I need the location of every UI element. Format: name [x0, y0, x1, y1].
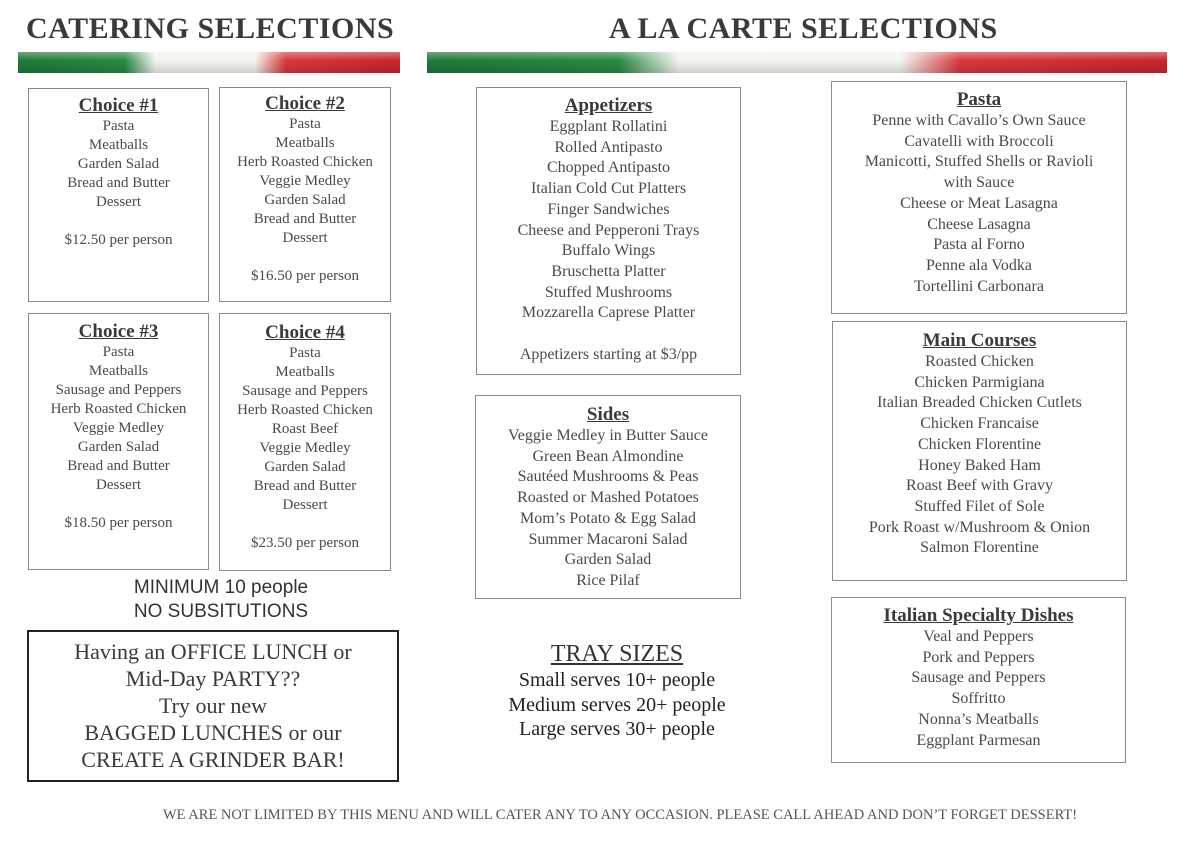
menu-item: Pork and Peppers — [922, 648, 1035, 666]
menu-item: Soffritto — [951, 690, 1006, 708]
menu-item: Herb Roasted Chicken — [237, 402, 373, 418]
promo-line: Try our new — [159, 693, 267, 718]
menu-item: Eggplant Rollatini — [549, 118, 668, 135]
menu-item: Pasta — [289, 116, 321, 132]
italian-flag-banner-left — [18, 52, 400, 73]
menu-item: Stuffed Filet of Sole — [914, 497, 1045, 515]
menu-item: with Sauce — [943, 174, 1015, 192]
menu-item: Roast Beef with Gravy — [905, 477, 1054, 495]
choice-4-items — [220, 344, 390, 515]
tray-size-line: Large serves 30+ people — [519, 718, 715, 740]
menu-item: Bread and Butter — [253, 211, 357, 227]
menu-item: Sautéed Mushrooms & Peas — [517, 468, 699, 486]
choice-2-box — [219, 87, 391, 302]
minimum-note-line: NO SUBSITUTIONS — [133, 601, 309, 622]
choice-1-box — [28, 88, 209, 302]
choice-2-title: Choice #2 — [265, 93, 345, 114]
menu-item: Sausage and Peppers — [55, 382, 182, 398]
menu-item: Italian Cold Cut Platters — [530, 180, 687, 198]
appetizers-box — [476, 87, 741, 375]
menu-item: Dessert — [282, 497, 328, 513]
tray-size-line: Medium serves 20+ people — [508, 693, 726, 716]
flag-shine — [427, 52, 1167, 73]
menu-item: Mom’s Potato & Egg Salad — [520, 509, 696, 527]
choice-2-price: $16.50 per person — [251, 268, 359, 284]
menu-item: Garden Salad — [264, 192, 346, 208]
main-courses-items — [833, 352, 1126, 559]
menu-item: Salmon Florentine — [920, 539, 1039, 557]
choice-1-title: Choice #1 — [78, 95, 159, 116]
menu-item: Cheese and Pepperoni Trays — [517, 221, 700, 239]
menu-item: Penne ala Vodka — [925, 256, 1033, 274]
specialty-dishes-title: Italian Specialty Dishes — [883, 605, 1074, 626]
menu-item: Eggplant Parmesan — [916, 731, 1041, 749]
menu-item: Rice Pilaf — [576, 571, 640, 589]
menu-item: Roast Beef — [271, 421, 339, 437]
menu-item: Green Bean Almondine — [532, 447, 684, 465]
menu-item: Sausage and Peppers — [242, 383, 368, 399]
menu-item: Veggie Medley in Butter Sauce — [508, 427, 708, 444]
menu-item: Veal and Peppers — [923, 628, 1034, 645]
menu-item: Summer Macaroni Salad — [528, 530, 688, 548]
italian-flag-banner-right — [427, 52, 1167, 73]
tray-sizes — [476, 640, 758, 742]
menu-item: Herb Roasted Chicken — [237, 154, 373, 170]
menu-item: Bruschetta Platter — [551, 262, 666, 280]
promo-line: BAGGED LUNCHES or our — [84, 720, 342, 745]
menu-item: Sausage and Peppers — [911, 669, 1046, 687]
menu-item: Finger Sandwiches — [547, 200, 670, 218]
menu-item: Dessert — [96, 194, 141, 210]
minimum-note-line: MINIMUM 10 people — [133, 577, 309, 598]
choice-4-price: $23.50 per person — [251, 535, 359, 551]
menu-item: Veggie Medley — [259, 173, 351, 189]
a-la-carte-heading: A LA CARTE SELECTIONS — [609, 12, 998, 45]
menu-item: Cheese or Meat Lasagna — [900, 194, 1058, 212]
specialty-dishes-box — [831, 597, 1126, 763]
menu-item: Pasta — [289, 345, 321, 361]
menu-item: Meatballs — [88, 363, 149, 379]
menu-item: Garden Salad — [77, 156, 160, 172]
choice-3-price: $18.50 per person — [64, 515, 173, 531]
menu-item: Roasted Chicken — [925, 353, 1034, 370]
choice-4-box — [219, 313, 391, 571]
bagged-lunch-promo-box — [27, 630, 399, 782]
menu-item: Buffalo Wings — [561, 242, 656, 260]
menu-item: Chicken Francaise — [920, 415, 1039, 433]
specialty-dishes-items — [832, 627, 1125, 751]
choice-2-items — [220, 115, 390, 248]
menu-item: Bread and Butter — [67, 175, 170, 191]
menu-item: Meatballs — [88, 137, 149, 153]
menu-item: Bread and Butter — [253, 478, 357, 494]
menu-item: Veggie Medley — [72, 420, 165, 436]
choice-4-title: Choice #4 — [265, 322, 345, 343]
menu-item: Nonna’s Meatballs — [918, 710, 1039, 728]
sides-title: Sides — [586, 404, 630, 425]
menu-item: Garden Salad — [564, 551, 652, 569]
menu-item: Pasta al Forno — [933, 236, 1025, 254]
menu-item: Meatballs — [275, 364, 335, 380]
menu-item: Manicotti, Stuffed Shells or Ravioli — [864, 153, 1094, 171]
menu-item: Cavatelli with Broccoli — [904, 132, 1054, 150]
promo-line: Mid-Day PARTY?? — [125, 666, 301, 691]
main-courses-title: Main Courses — [922, 330, 1037, 351]
choice-3-title: Choice #3 — [78, 321, 159, 342]
menu-item: Chicken Florentine — [917, 435, 1042, 453]
menu-item: Penne with Cavallo’s Own Sauce — [872, 112, 1086, 129]
choice-3-box — [28, 313, 209, 570]
pasta-items — [832, 111, 1126, 297]
appetizers-price-note: Appetizers starting at $3/pp — [519, 346, 698, 364]
menu-item: Meatballs — [275, 135, 335, 151]
choice-1-items — [29, 117, 208, 212]
pasta-title: Pasta — [956, 89, 1002, 110]
appetizers-title: Appetizers — [564, 95, 653, 116]
tray-size-line: Small serves 10+ people — [518, 669, 716, 691]
menu-item: Garden Salad — [77, 439, 160, 455]
menu-item: Dessert — [282, 230, 328, 246]
menu-item: Stuffed Mushrooms — [544, 283, 673, 301]
menu-item: Pasta — [102, 344, 135, 360]
catering-heading: CATERING SELECTIONS — [26, 12, 395, 45]
choice-1-price: $12.50 per person — [64, 232, 173, 248]
menu-item: Tortellini Carbonara — [914, 277, 1044, 295]
menu-item: Garden Salad — [264, 459, 346, 475]
flag-shine — [18, 52, 400, 73]
pasta-box — [831, 81, 1127, 314]
menu-item: Mozzarella Caprese Platter — [521, 304, 696, 322]
menu-item: Cheese Lasagna — [927, 215, 1031, 233]
menu-item: Pasta — [102, 118, 135, 134]
sides-box — [475, 395, 741, 599]
menu-item: Chopped Antipasto — [546, 159, 671, 177]
promo-line: Having an OFFICE LUNCH or — [74, 639, 352, 664]
menu-item: Chicken Parmigiana — [914, 373, 1045, 391]
menu-item: Dessert — [96, 477, 141, 493]
menu-item: Pork Roast w/Mushroom & Onion — [868, 518, 1091, 536]
tray-sizes-title: TRAY SIZES — [550, 641, 684, 667]
menu-item: Bread and Butter — [67, 458, 170, 474]
menu-item: Veggie Medley — [259, 440, 351, 456]
menu-item: Roasted or Mashed Potatoes — [517, 489, 699, 507]
choice-3-items — [29, 343, 208, 495]
appetizers-items — [477, 117, 740, 324]
menu-item: Herb Roasted Chicken — [50, 401, 187, 417]
promo-line: CREATE A GRINDER BAR! — [81, 747, 345, 772]
sides-items — [476, 426, 740, 592]
menu-item: Honey Baked Ham — [918, 456, 1041, 474]
menu-item: Italian Breaded Chicken Cutlets — [877, 394, 1082, 412]
footer-disclaimer: WE ARE NOT LIMITED BY THIS MENU AND WILL CATER ANY TO ANY OCCASION. PLEASE CALL AHEAD AND DON’T FORGET DESSERT! — [162, 807, 1078, 823]
menu-item: Rolled Antipasto — [554, 138, 663, 156]
minimum-note — [28, 576, 414, 624]
main-courses-box — [832, 321, 1127, 581]
